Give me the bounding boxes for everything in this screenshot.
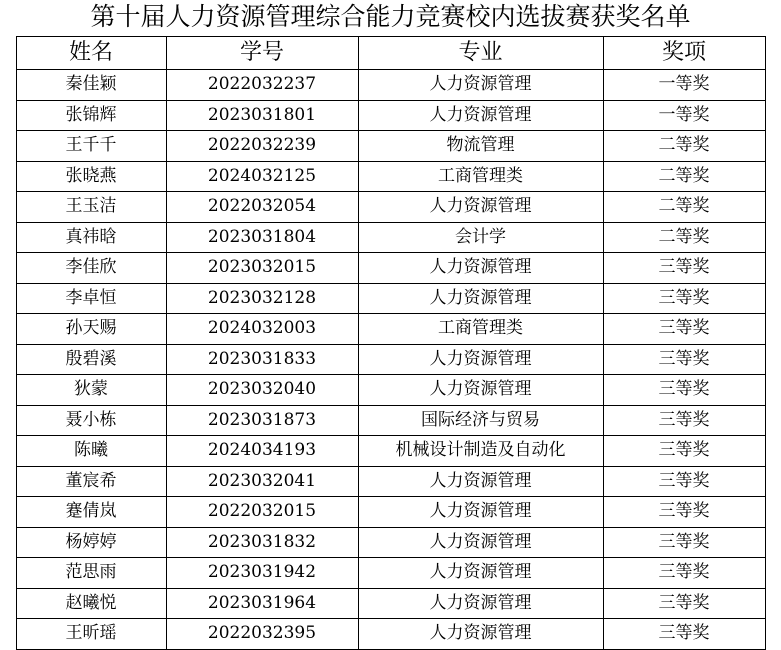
cell-student-id: 2023031833 xyxy=(166,344,358,375)
cell-major: 工商管理类 xyxy=(358,161,603,192)
cell-award: 三等奖 xyxy=(603,405,765,436)
table-row xyxy=(16,344,765,375)
table-row xyxy=(16,100,765,131)
cell-award: 三等奖 xyxy=(603,436,765,467)
cell-name: 李卓恒 xyxy=(16,283,166,314)
cell-name: 王昕瑶 xyxy=(16,619,166,650)
table-row xyxy=(16,527,765,558)
cell-student-id: 2023031804 xyxy=(166,222,358,253)
table-row xyxy=(16,253,765,284)
cell-major: 人力资源管理 xyxy=(358,527,603,558)
cell-major: 人力资源管理 xyxy=(358,588,603,619)
cell-major: 人力资源管理 xyxy=(358,344,603,375)
cell-award: 一等奖 xyxy=(603,70,765,101)
cell-award: 三等奖 xyxy=(603,253,765,284)
cell-name: 聂小栋 xyxy=(16,405,166,436)
table-row xyxy=(16,619,765,650)
award-list-table xyxy=(16,36,766,650)
cell-name: 陈曦 xyxy=(16,436,166,467)
cell-award: 三等奖 xyxy=(603,558,765,589)
cell-student-id: 2022032237 xyxy=(166,70,358,101)
cell-name: 范思雨 xyxy=(16,558,166,589)
cell-major: 人力资源管理 xyxy=(358,375,603,406)
cell-student-id: 2023031832 xyxy=(166,527,358,558)
cell-major: 物流管理 xyxy=(358,131,603,162)
cell-award: 三等奖 xyxy=(603,619,765,650)
table-row xyxy=(16,192,765,223)
cell-major: 会计学 xyxy=(358,222,603,253)
cell-name: 董宸希 xyxy=(16,466,166,497)
table-body xyxy=(16,70,765,650)
cell-name: 赵曦悦 xyxy=(16,588,166,619)
column-header-award: 奖项 xyxy=(603,37,765,70)
cell-award: 二等奖 xyxy=(603,131,765,162)
cell-major: 机械设计制造及自动化 xyxy=(358,436,603,467)
column-header-student-id: 学号 xyxy=(166,37,358,70)
cell-award: 三等奖 xyxy=(603,466,765,497)
cell-name: 张晓燕 xyxy=(16,161,166,192)
cell-student-id: 2023031964 xyxy=(166,588,358,619)
column-header-major: 专业 xyxy=(358,37,603,70)
table-row xyxy=(16,131,765,162)
cell-major: 人力资源管理 xyxy=(358,70,603,101)
cell-name: 王玉洁 xyxy=(16,192,166,223)
table-row xyxy=(16,588,765,619)
cell-major: 国际经济与贸易 xyxy=(358,405,603,436)
table-row xyxy=(16,497,765,528)
table-row xyxy=(16,70,765,101)
cell-award: 三等奖 xyxy=(603,344,765,375)
cell-student-id: 2023032040 xyxy=(166,375,358,406)
cell-student-id: 2022032015 xyxy=(166,497,358,528)
cell-student-id: 2023032015 xyxy=(166,253,358,284)
cell-name: 孙天赐 xyxy=(16,314,166,345)
cell-major: 人力资源管理 xyxy=(358,253,603,284)
cell-award: 一等奖 xyxy=(603,100,765,131)
cell-student-id: 2022032239 xyxy=(166,131,358,162)
cell-name: 李佳欣 xyxy=(16,253,166,284)
table-row xyxy=(16,222,765,253)
cell-student-id: 2023032041 xyxy=(166,466,358,497)
table-row xyxy=(16,375,765,406)
cell-major: 人力资源管理 xyxy=(358,558,603,589)
cell-major: 人力资源管理 xyxy=(358,466,603,497)
cell-name: 殷碧溪 xyxy=(16,344,166,375)
cell-award: 三等奖 xyxy=(603,283,765,314)
cell-major: 人力资源管理 xyxy=(358,192,603,223)
page-title: 第十届人力资源管理综合能力竞赛校内选拔赛获奖名单 xyxy=(90,2,691,31)
cell-student-id: 2024032125 xyxy=(166,161,358,192)
cell-student-id: 2024034193 xyxy=(166,436,358,467)
cell-student-id: 2023031873 xyxy=(166,405,358,436)
cell-name: 真祎晗 xyxy=(16,222,166,253)
table-row xyxy=(16,314,765,345)
cell-major: 人力资源管理 xyxy=(358,100,603,131)
cell-name: 王千千 xyxy=(16,131,166,162)
table-header xyxy=(16,37,765,70)
cell-major: 人力资源管理 xyxy=(358,619,603,650)
cell-award: 三等奖 xyxy=(603,527,765,558)
cell-student-id: 2024032003 xyxy=(166,314,358,345)
table-row xyxy=(16,558,765,589)
cell-award: 二等奖 xyxy=(603,222,765,253)
cell-name: 杨婷婷 xyxy=(16,527,166,558)
cell-award: 三等奖 xyxy=(603,314,765,345)
cell-name: 秦佳颖 xyxy=(16,70,166,101)
cell-student-id: 2023031942 xyxy=(166,558,358,589)
table-row xyxy=(16,405,765,436)
table-row xyxy=(16,436,765,467)
cell-award: 三等奖 xyxy=(603,588,765,619)
cell-student-id: 2022032054 xyxy=(166,192,358,223)
cell-name: 张锦辉 xyxy=(16,100,166,131)
cell-name: 蹇倩岚 xyxy=(16,497,166,528)
table-header-row xyxy=(16,37,765,70)
cell-award: 二等奖 xyxy=(603,161,765,192)
cell-student-id: 2023032128 xyxy=(166,283,358,314)
column-header-name: 姓名 xyxy=(16,37,166,70)
table-row xyxy=(16,283,765,314)
table-row xyxy=(16,466,765,497)
cell-major: 工商管理类 xyxy=(358,314,603,345)
table-row xyxy=(16,161,765,192)
cell-major: 人力资源管理 xyxy=(358,283,603,314)
cell-name: 狄蒙 xyxy=(16,375,166,406)
cell-student-id: 2023031801 xyxy=(166,100,358,131)
cell-major: 人力资源管理 xyxy=(358,497,603,528)
cell-student-id: 2022032395 xyxy=(166,619,358,650)
cell-award: 三等奖 xyxy=(603,375,765,406)
cell-award: 三等奖 xyxy=(603,497,765,528)
cell-award: 二等奖 xyxy=(603,192,765,223)
